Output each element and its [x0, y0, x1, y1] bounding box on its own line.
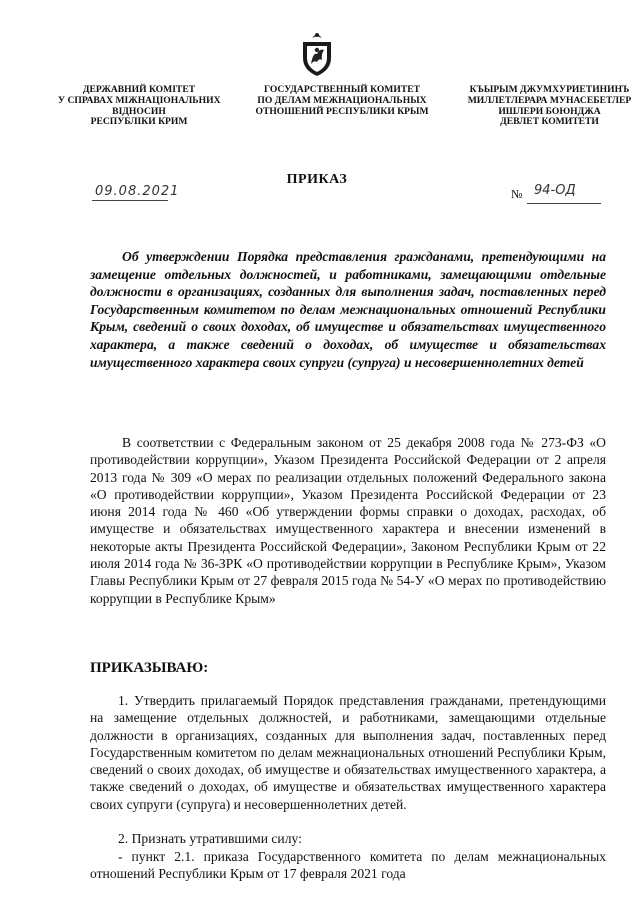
number-underline — [527, 203, 601, 204]
order-directive: ПРИКАЗЫВАЮ: — [90, 660, 209, 676]
order-item-2 — [90, 830, 606, 847]
header-ukrainian: ДЕРЖАВНИЙ КОМІТЕТ У СПРАВАХ МІЖНАЦІОНАЛЬНИХ ВІДНОСИН РЕСПУБЛІКИ КРИМ — [58, 84, 221, 128]
header-crimean-tatar: КЪЫРЫМ ДЖУМХУРИЕТИНИНЪ МИЛЛЕТЛЕРАРА МУНАСЕБЕТЛЕР ИШЛЕРИ БОЮНДЖА ДЕВЛЕТ КОМИТЕТИ — [467, 84, 632, 128]
handwritten-date: 09.08.2021 — [95, 184, 180, 199]
handwritten-number: 94-ОД — [534, 183, 576, 198]
preamble-paragraph: В соответствии с Федеральным законом от 25 декабря 2008 года № 273-ФЗ «О противодействии коррупции», Указом Президента Российской Федерации от 2 апреля 2013 года № 309 «О мерах по реализации отдельных положений Федерального закона «О противодействии коррупции», Указом Президента Российской Федерации от 23 июня 2014 года № 460 «Об утверждении формы справки о доходах, расходах, об имуществе и обязательствах имущественного характера и внесении изменений в некоторые акты Президента Российской Федерации», Законом Республики Крым от 22 июля 2014 года № 36-ЗРК «О противодействии коррупции в Республике Крым», Указом Главы Республики Крым от 27 февраля 2015 года № 54-У «О мерах по противодействию коррупции в Республике Крым» — [90, 435, 606, 606]
crimea-coat-of-arms-icon — [298, 30, 336, 78]
number-label: № — [511, 187, 523, 201]
order-item-2-text: 2. Признать утратившими силу: — [118, 831, 302, 846]
order-item-1: 1. Утвердить прилагаемый Порядок представления гражданами, претендующими на замещение отдельных должностей, и работниками, замещающими отдельные должности в организациях, созданных для выполнения задач, поставленных перед Государственным комитетом по делам межнациональных отношений Республики Крым, сведений о своих доходах, об имуществе и обязательствах имущественного характера, а также сведений о доходах, об имуществе и обязательствах имущественного характера своих супруги (супруга) и несовершеннолетних детей. — [90, 693, 606, 812]
order-item-2-subpoint — [90, 848, 606, 883]
subpoint-text: - пункт 2.1. приказа Государственного комитета по делам межнациональных отношений Республики Крым от 17 февраля 2021 года — [90, 849, 606, 882]
header-russian: ГОСУДАРСТВЕННЫЙ КОМИТЕТ ПО ДЕЛАМ МЕЖНАЦИОНАЛЬНЫХ ОТНОШЕНИЙ РЕСПУБЛИКИ КРЫМ — [255, 84, 429, 117]
document-title: ПРИКАЗ — [286, 172, 348, 187]
date-underline — [92, 200, 168, 201]
order-subject: Об утверждении Порядка представления гражданами, претендующими на замещение отдельных должностей, и работниками, замещающими отдельные должности в организациях, созданных для выполнения задач, поставленных перед Государственным комитетом по делам межнациональных отношений Республики Крым, сведений о своих доходах, об имуществе и обязательствах имущественного характера, а также сведений о доходах, об имуществе и обязательствах имущественного характера своих супруги (супруга) и несовершеннолетних детей — [90, 249, 606, 370]
